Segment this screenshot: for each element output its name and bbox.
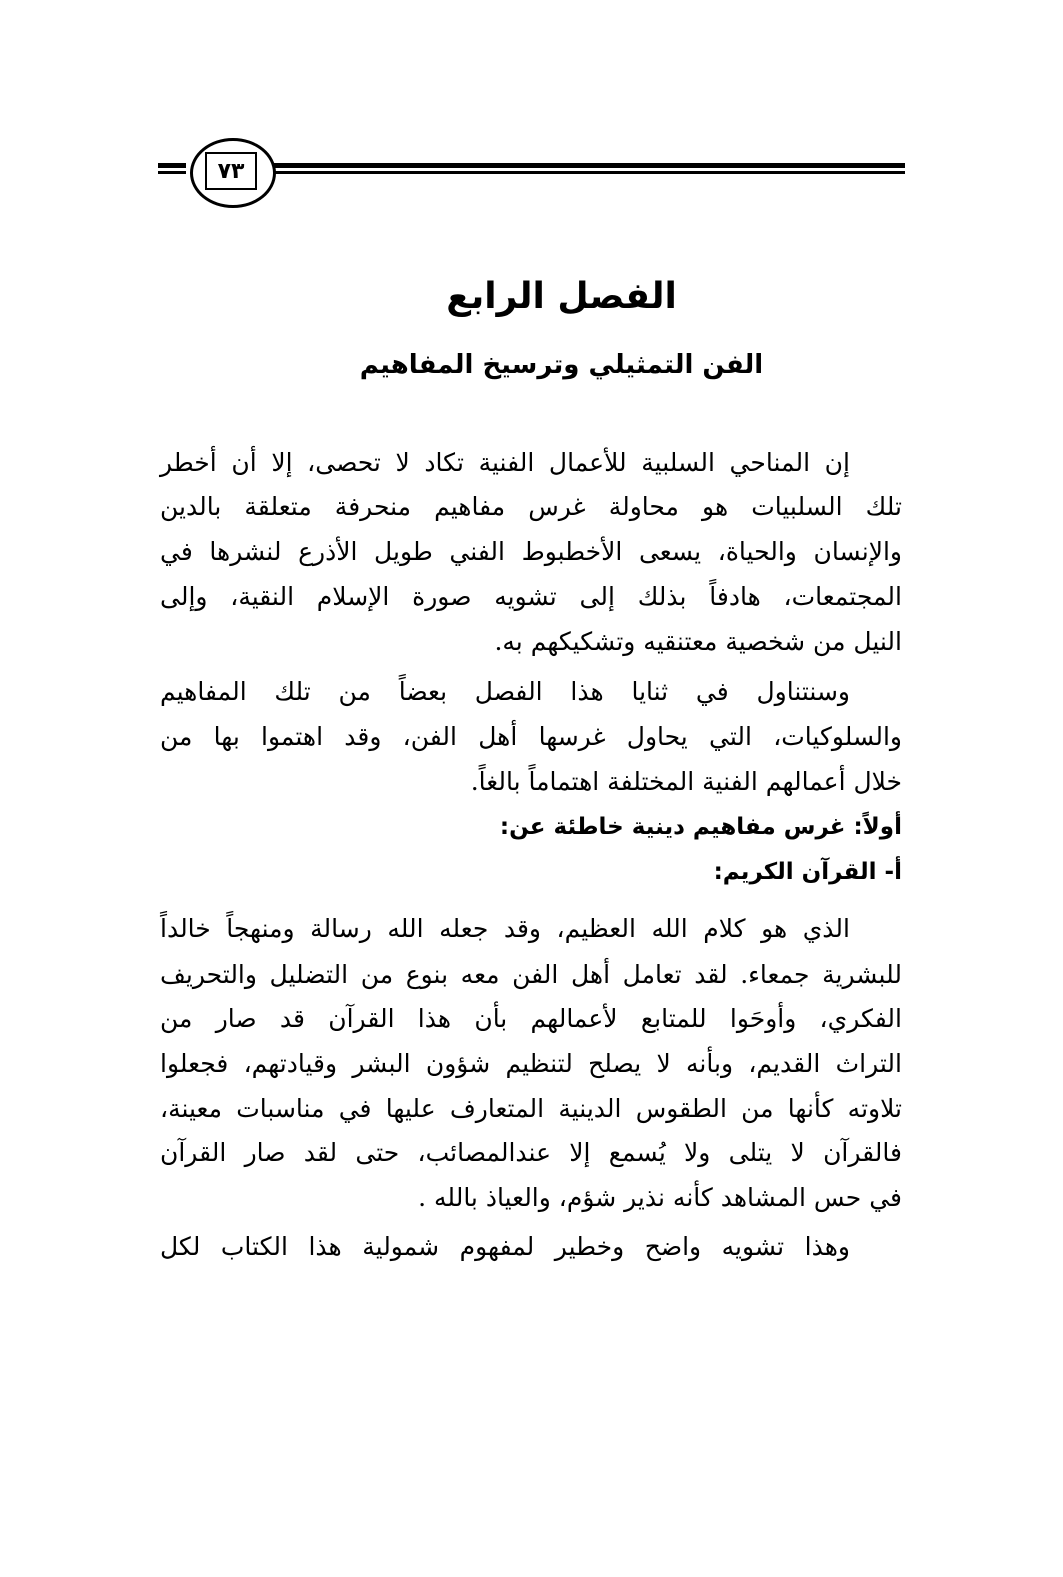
text-line: والإنسان والحياة، يسعى الأخطبوط الفني طويل الأذرع لنشرها في bbox=[160, 537, 902, 566]
text-line: فالقرآن لا يتلى ولا يُسمع إلا عندالمصائب، حتى لقد صار القرآن bbox=[160, 1138, 902, 1167]
section-heading: أولاً: غرس مفاهيم دينية خاطئة عن: bbox=[499, 814, 902, 840]
text-line: خلال أعمالهم الفنية المختلفة اهتماماً بالغاً. bbox=[470, 767, 902, 796]
text-line: إن المناحي السلبية للأعمال الفنية تكاد لا تحصى، إلا أن أخطر bbox=[160, 448, 850, 477]
text-line: تلك السلبيات هو محاولة غرس مفاهيم منحرفة متعلقة بالدين bbox=[160, 492, 902, 521]
header-rule-left bbox=[158, 171, 186, 174]
text-line: وهذا تشويه واضح وخطير لمفهوم شمولية هذا الكتاب لكل bbox=[160, 1232, 850, 1261]
text-line: وسنتناول في ثنايا هذا الفصل بعضاً من تلك المفاهيم bbox=[160, 677, 850, 706]
text-line: تلاوته كأنها من الطقوس الدينية المتعارف عليها في مناسبات معينة، bbox=[160, 1094, 902, 1123]
text-line: التراث القديم، وبأنه لا يصلح لتنظيم شؤون البشر وقيادتهم، فجعلوا bbox=[160, 1049, 902, 1078]
text-line: والسلوكيات، التي يحاول غرسها أهل الفن، وقد اهتموا بها من bbox=[160, 722, 902, 751]
section-heading: أ- القرآن الكريم: bbox=[713, 859, 902, 885]
text-line: الفكري، وأوحَوا للمتابع لأعمالهم بأن هذا القرآن قد صار من bbox=[160, 1004, 902, 1033]
header-rule-right bbox=[240, 163, 905, 168]
text-line: النيل من شخصية معتنقيه وتشكيكهم به. bbox=[494, 627, 902, 656]
chapter-title: الفصل الرابع bbox=[446, 276, 677, 317]
text-line: الذي هو كلام الله العظيم، وقد جعله الله رسالة ومنهجاً خالداً bbox=[160, 914, 850, 943]
text-line: للبشرية جمعاء. لقد تعامل أهل الفن معه بنوع من التضليل والتحريف bbox=[160, 960, 902, 989]
header-rule-left bbox=[158, 163, 186, 168]
page-number: ٧٣ bbox=[205, 152, 257, 190]
text-line: المجتمعات، هادفاً بذلك إلى تشويه صورة الإسلام النقية، وإلى bbox=[160, 582, 902, 611]
chapter-subtitle: الفن التمثيلي وترسيخ المفاهيم bbox=[359, 350, 764, 380]
text-line: في حس المشاهد كأنه نذير شؤم، والعياذ بالله . bbox=[418, 1183, 902, 1212]
header-rule-right bbox=[240, 171, 905, 174]
page-number-ornament bbox=[190, 138, 276, 208]
